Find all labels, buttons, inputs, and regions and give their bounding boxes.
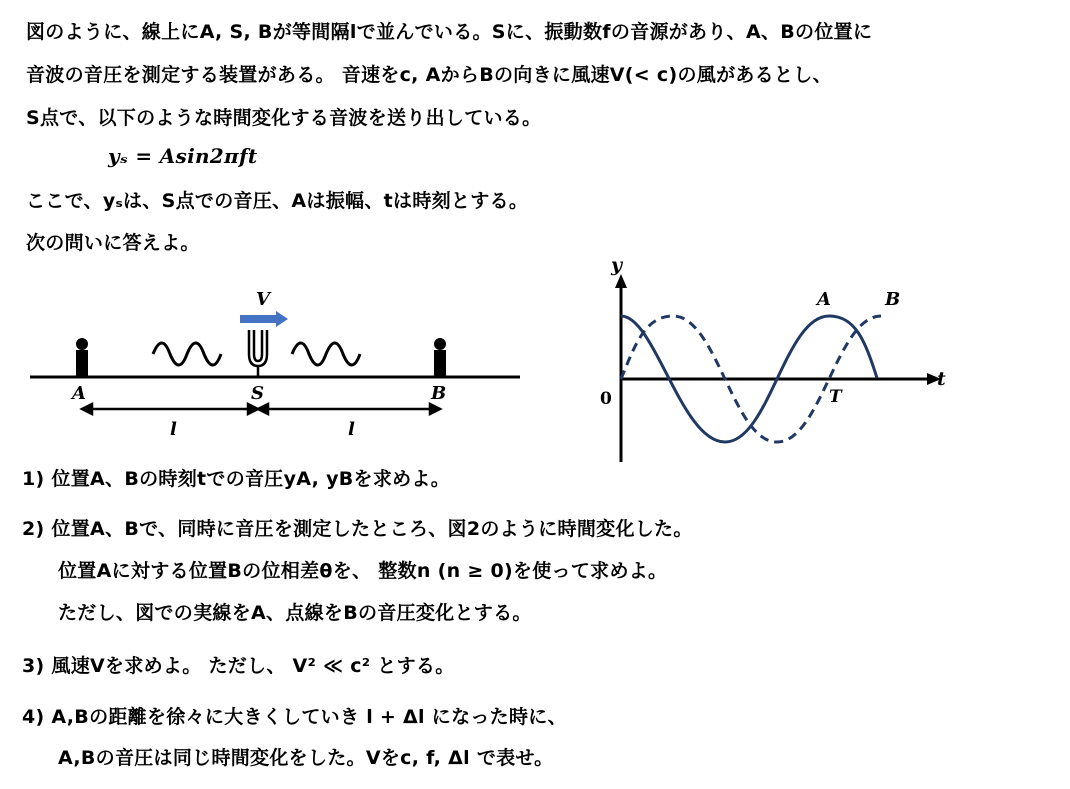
sound-wave-right (292, 343, 360, 365)
question-2-line-1: 2) 位置A、Bで、同時に音圧を測定したところ、図2のように時間変化した。 (22, 518, 693, 540)
legend-b-label: B (885, 289, 901, 310)
distance-left-label: l (170, 419, 177, 440)
point-s-label: S (251, 383, 264, 404)
wind-label: V (256, 289, 270, 310)
intro-line-4: ここで、yₛは、S点での音圧、Aは振幅、tは時刻とする。 (26, 190, 529, 212)
detector-b-icon (434, 338, 446, 377)
intro-line-2: 音波の音圧を測定する装置がある。 音速をc, AからBの向きに風速V(< c)の風があるとし、 (26, 64, 832, 86)
y-axis-label: y (611, 254, 623, 276)
intro-line-5: 次の問いに答えよ。 (26, 232, 200, 254)
distance-arrows (82, 404, 440, 414)
question-2-line-2: 位置Aに対する位置Bの位相差θを、 整数n (n ≥ 0)を使って求めよ。 (58, 560, 668, 582)
t-axis-label: t (937, 368, 946, 390)
detector-a-icon (76, 338, 88, 377)
intro-line-1: 図のように、線上にA, S, Bが等間隔lで並んでいる。Sに、振動数fの音源があり、A、Bの位置に (26, 21, 873, 43)
question-4-line-2: A,Bの音圧は同じ時間変化をした。Vをc, f, Δl で表せ。 (58, 747, 554, 769)
question-2-line-3: ただし、図での実線をA、点線をBの音圧変化とする。 (58, 602, 532, 624)
question-4-line-1: 4) A,Bの距離を徐々に大きくしていき l + Δl になった時に、 (22, 706, 567, 728)
point-a-label: A (72, 383, 86, 404)
pressure-graph (585, 250, 955, 465)
question-3: 3) 風速Vを求めよ。 ただし、 V² ≪ c² とする。 (22, 655, 455, 677)
question-1: 1) 位置A、Bの時刻tでの音圧yA, yBを求めよ。 (22, 468, 451, 490)
sound-wave-left (153, 343, 221, 365)
period-label: T (829, 387, 842, 407)
point-b-label: B (431, 383, 447, 404)
tuning-fork-icon (249, 330, 267, 377)
origin-label: 0 (600, 389, 612, 409)
intro-line-3: S点で、以下のような時間変化する音波を送り出している。 (26, 107, 542, 129)
source-formula: yₛ = Asin2πft (108, 144, 258, 168)
legend-a-label: A (817, 289, 831, 310)
wind-arrow-icon (240, 311, 288, 327)
distance-right-label: l (348, 419, 355, 440)
setup-diagram (20, 282, 530, 442)
